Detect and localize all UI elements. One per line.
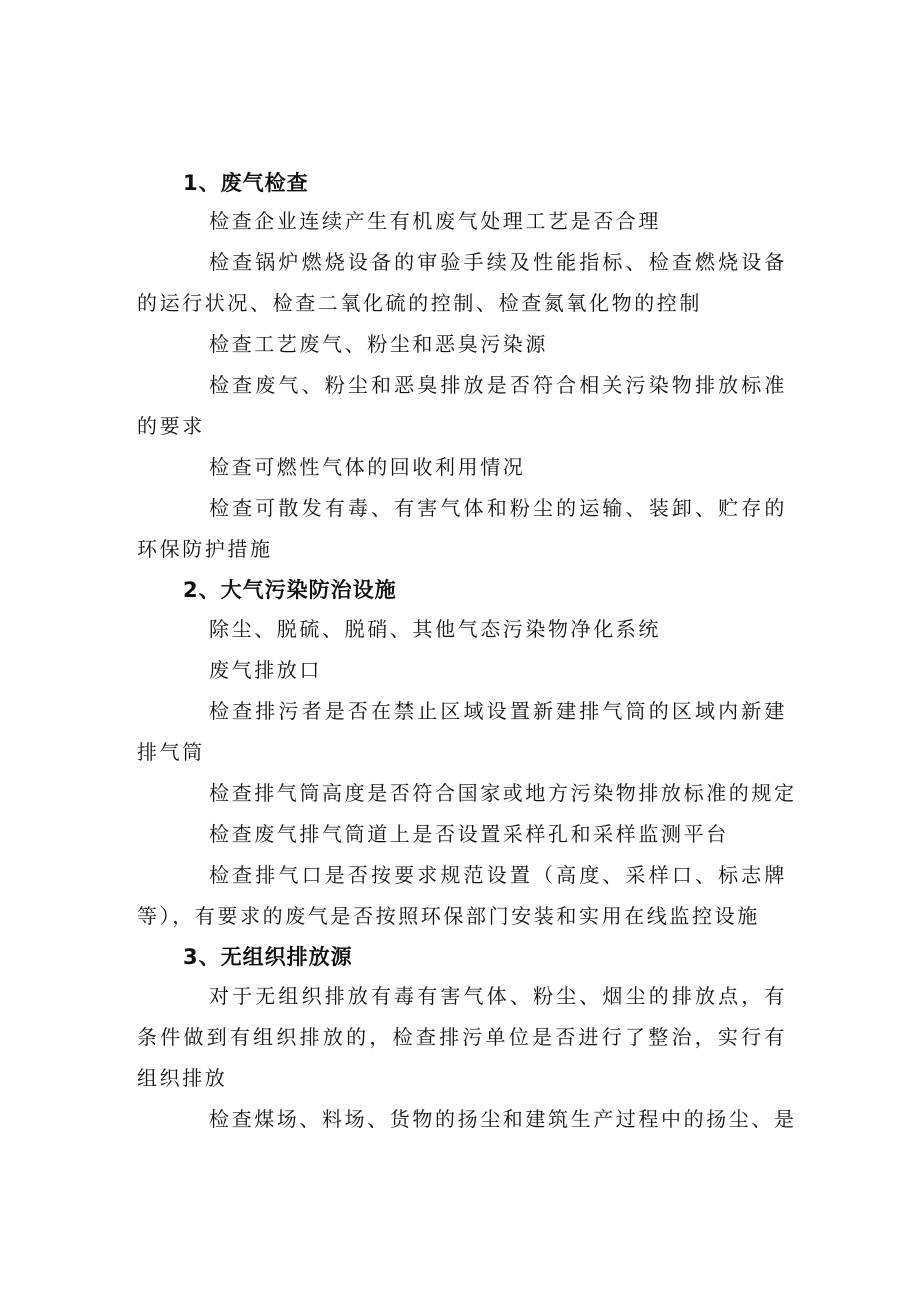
paragraph: 对于无组织排放有毒有害气体、粉尘、烟尘的排放点，有条件做到有组织排放的，检查排污单位是否进行了整治，实行有组织排放 [137,984,787,1090]
section-heading-2: 2、大气污染防治设施 [183,578,397,602]
section-heading-3: 3、无组织排放源 [183,945,353,969]
paragraph: 检查废气、粉尘和恶臭排放是否符合相关污染物排放标准的要求 [137,373,787,438]
paragraph: 检查排气口是否按要求规范设置（高度、采样口、标志牌等），有要求的废气是否按照环保部门安装和实用在线监控设施 [137,863,787,928]
paragraph: 检查企业连续产生有机废气处理工艺是否合理 [209,209,661,233]
paragraph: 检查排气筒高度是否符合国家或地方污染物排放标准的规定 [209,781,797,805]
paragraph: 废气排放口 [209,658,322,682]
paragraph: 检查废气排气筒道上是否设置采样孔和采样监测平台 [209,822,729,846]
paragraph: 除尘、脱硫、脱硝、其他气态污染物净化系统 [209,617,661,641]
paragraph: 检查锅炉燃烧设备的审验手续及性能指标、检查燃烧设备的运行状况、检查二氧化硫的控制、检查氮氧化物的控制 [137,250,787,315]
section-heading-1: 1、废气检查 [183,171,309,195]
paragraph: 检查工艺废气、粉尘和恶臭污染源 [209,332,548,356]
paragraph: 检查可散发有毒、有害气体和粉尘的运输、装卸、贮存的环保防护措施 [137,496,787,561]
paragraph: 检查可燃性气体的回收利用情况 [209,455,526,479]
paragraph: 检查煤场、料场、货物的扬尘和建筑生产过程中的扬尘、是 [209,1107,797,1131]
paragraph: 检查排污者是否在禁止区域设置新建排气筒的区域内新建排气筒 [137,699,787,764]
